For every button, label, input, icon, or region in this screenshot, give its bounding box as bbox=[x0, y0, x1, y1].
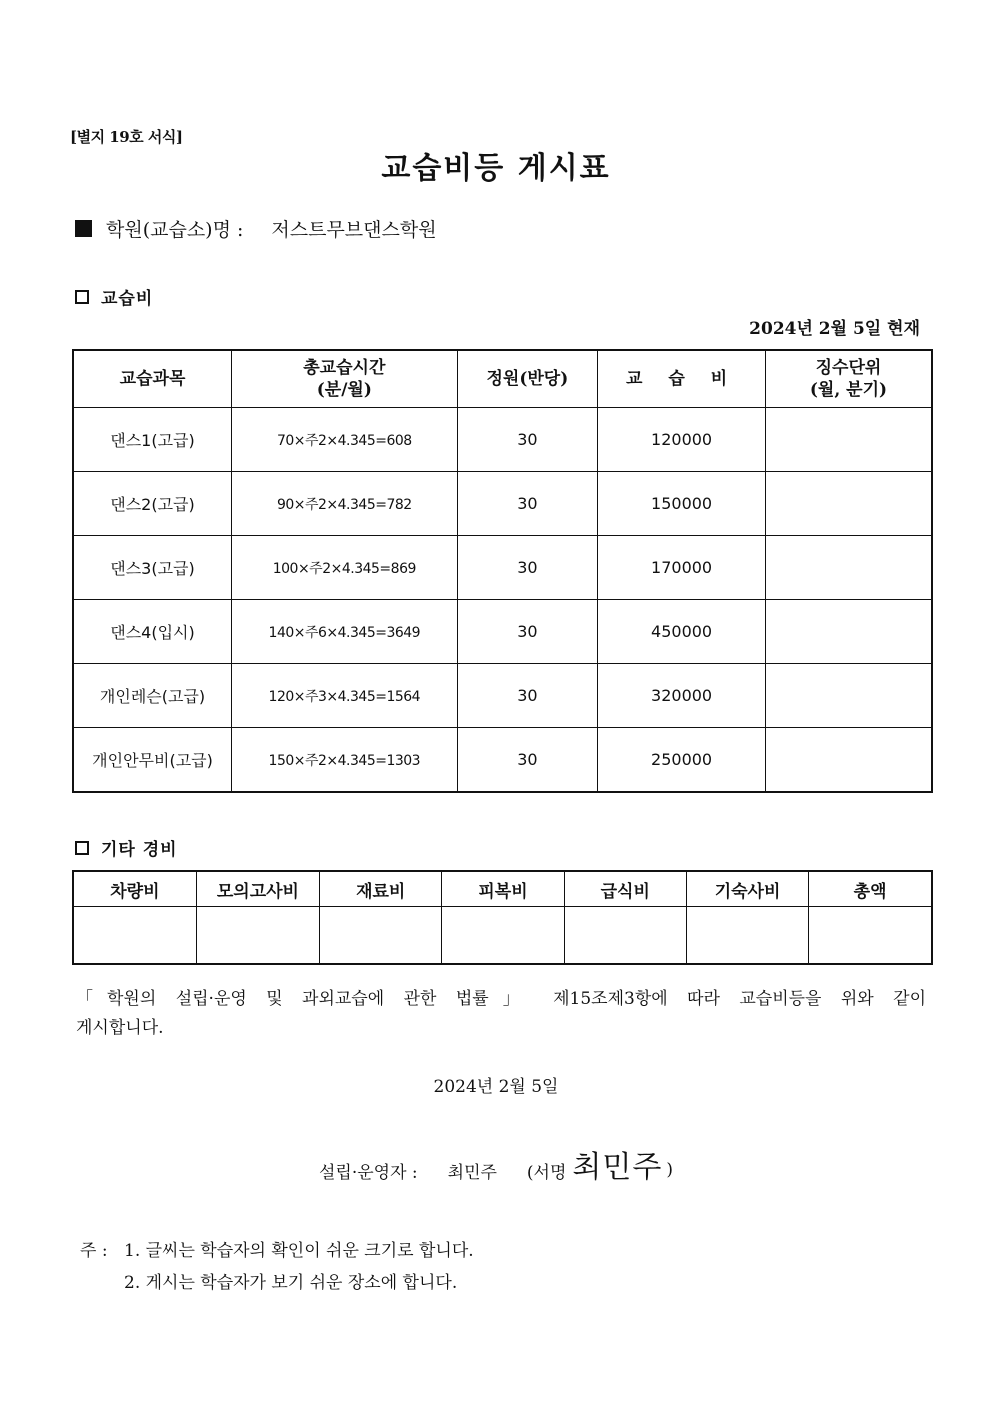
header-fee bbox=[598, 350, 766, 408]
value-meals bbox=[564, 907, 686, 965]
unit-cell bbox=[765, 408, 932, 472]
note-row bbox=[80, 1235, 474, 1267]
subject-cell: 댄스2(고급) bbox=[73, 472, 232, 536]
other-section-label: 기타 경비 bbox=[101, 840, 178, 860]
header-mock-exam: 모의고사비 bbox=[196, 871, 319, 907]
table-row bbox=[73, 408, 932, 472]
signature: 최민주 bbox=[572, 1150, 663, 1185]
fee-table-header bbox=[73, 350, 932, 408]
fee-table bbox=[72, 349, 933, 793]
table-row bbox=[73, 472, 932, 536]
notes-prefix: 주 : bbox=[80, 1241, 108, 1261]
capacity-cell: 30 bbox=[457, 728, 598, 793]
capacity-cell: 30 bbox=[457, 664, 598, 728]
notice-line1: 「학원의 설립·운영 및 과외교습에 관한 법률」 제15조제3항에 따라 교습비등을 위와 같이 bbox=[76, 989, 926, 1009]
founder-label: 설립·운영자 : bbox=[318, 1162, 418, 1183]
as-of-date: 2024년 2월 5일 현재 bbox=[749, 319, 920, 339]
header-unit-line2: (월, 분기) bbox=[809, 380, 888, 400]
header-time-line2: (분/월) bbox=[316, 380, 372, 400]
fee-section-heading bbox=[75, 284, 153, 309]
value-materials bbox=[320, 907, 442, 965]
header-subject: 교습과목 bbox=[73, 350, 232, 408]
note-item: 1. 글씨는 학습자의 확인이 쉬운 크기로 합니다. bbox=[124, 1241, 474, 1261]
header-clothing: 피복비 bbox=[442, 871, 564, 907]
table-row bbox=[73, 664, 932, 728]
header-meals: 급식비 bbox=[564, 871, 686, 907]
unit-cell bbox=[765, 728, 932, 793]
note-row bbox=[80, 1267, 474, 1299]
capacity-cell: 30 bbox=[457, 472, 598, 536]
header-capacity: 정원(반당) bbox=[457, 350, 598, 408]
header-unit bbox=[765, 350, 932, 408]
header-total-time bbox=[232, 350, 458, 408]
time-cell: 90×주2×4.345=782 bbox=[232, 472, 458, 536]
value-total bbox=[809, 907, 932, 965]
value-vehicle bbox=[73, 907, 196, 965]
header-dormitory: 기숙사비 bbox=[686, 871, 808, 907]
header-fee-label: 교 습 비 bbox=[626, 369, 738, 389]
header-time-line1: 총교습시간 bbox=[303, 358, 386, 378]
header-total: 총액 bbox=[809, 871, 932, 907]
header-vehicle: 차량비 bbox=[73, 871, 196, 907]
subject-cell: 개인레슨(고급) bbox=[73, 664, 232, 728]
subject-cell: 댄스1(고급) bbox=[73, 408, 232, 472]
value-clothing bbox=[442, 907, 564, 965]
time-cell: 140×주6×4.345=3649 bbox=[232, 600, 458, 664]
form-number: [별지 19호 서식] bbox=[70, 128, 183, 146]
subject-cell: 댄스4(입시) bbox=[73, 600, 232, 664]
empty-square-icon bbox=[75, 841, 89, 855]
notice-line2: 게시합니다. bbox=[76, 1018, 164, 1038]
founder-line bbox=[0, 1148, 992, 1192]
header-materials: 재료비 bbox=[320, 871, 442, 907]
academy-name: 저스트무브댄스학원 bbox=[271, 219, 437, 241]
fee-cell: 120000 bbox=[598, 408, 766, 472]
value-dormitory bbox=[686, 907, 808, 965]
time-cell: 70×주2×4.345=608 bbox=[232, 408, 458, 472]
table-row bbox=[73, 728, 932, 793]
time-cell: 120×주3×4.345=1564 bbox=[232, 664, 458, 728]
capacity-cell: 30 bbox=[457, 600, 598, 664]
subject-cell: 댄스3(고급) bbox=[73, 536, 232, 600]
fee-cell: 170000 bbox=[598, 536, 766, 600]
document-title: 교습비등 게시표 bbox=[381, 151, 611, 186]
filled-square-icon bbox=[75, 220, 92, 237]
academy-line bbox=[75, 215, 437, 242]
table-row bbox=[73, 536, 932, 600]
unit-cell bbox=[765, 664, 932, 728]
academy-label: 학원(교습소)명 : bbox=[106, 219, 244, 241]
fee-cell: 320000 bbox=[598, 664, 766, 728]
sign-close: ) bbox=[666, 1160, 673, 1180]
fee-cell: 250000 bbox=[598, 728, 766, 793]
unit-cell bbox=[765, 600, 932, 664]
table-row bbox=[73, 600, 932, 664]
capacity-cell: 30 bbox=[457, 408, 598, 472]
other-header-row bbox=[73, 871, 932, 907]
other-expenses-table bbox=[72, 870, 933, 965]
fee-cell: 450000 bbox=[598, 600, 766, 664]
note-item: 2. 게시는 학습자가 보기 쉬운 장소에 합니다. bbox=[124, 1273, 458, 1293]
fee-section-label: 교습비 bbox=[101, 289, 154, 309]
header-unit-line1: 징수단위 bbox=[815, 358, 882, 378]
founder-name: 최민주 bbox=[447, 1162, 497, 1183]
posting-date: 2024년 2월 5일 bbox=[433, 1077, 559, 1097]
empty-square-icon bbox=[75, 290, 89, 304]
time-cell: 100×주2×4.345=869 bbox=[232, 536, 458, 600]
notes bbox=[80, 1235, 474, 1299]
fee-cell: 150000 bbox=[598, 472, 766, 536]
capacity-cell: 30 bbox=[457, 536, 598, 600]
sign-open: (서명 bbox=[526, 1162, 567, 1183]
time-cell: 150×주2×4.345=1303 bbox=[232, 728, 458, 793]
subject-cell: 개인안무비(고급) bbox=[73, 728, 232, 793]
other-section-heading bbox=[75, 835, 178, 860]
value-mock-exam bbox=[196, 907, 319, 965]
unit-cell bbox=[765, 536, 932, 600]
unit-cell bbox=[765, 472, 932, 536]
other-value-row bbox=[73, 907, 932, 965]
